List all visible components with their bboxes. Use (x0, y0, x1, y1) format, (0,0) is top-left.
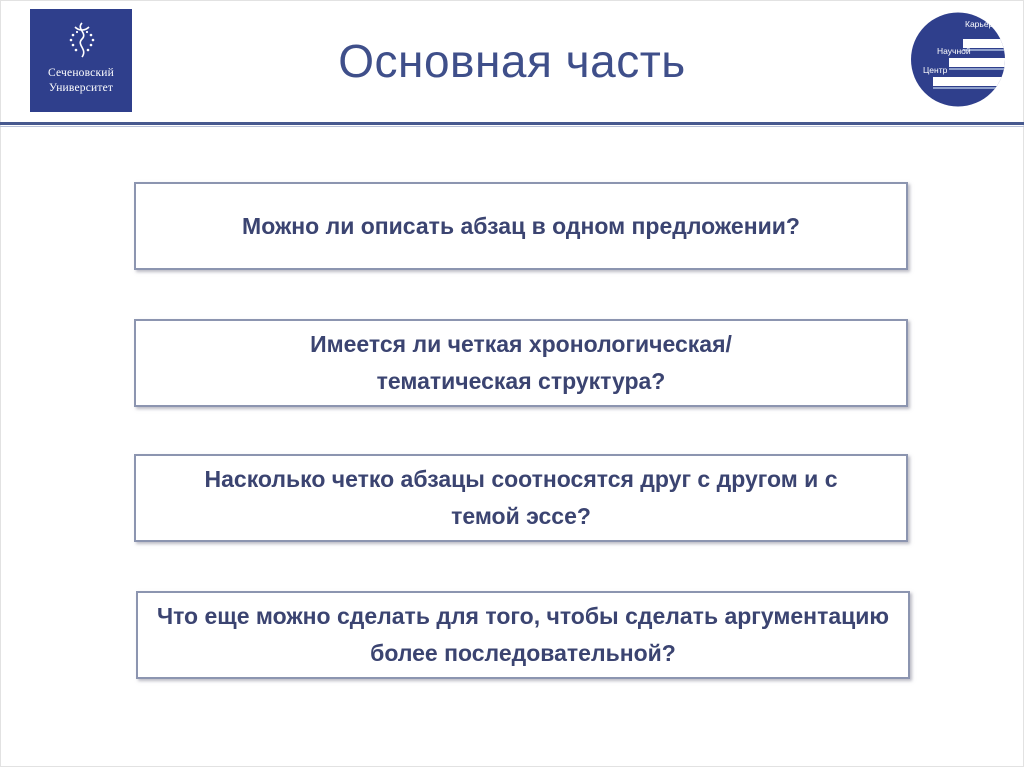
center-logo-line3: Центр (923, 65, 948, 75)
question-box-1 (134, 182, 908, 270)
question-box-4 (136, 591, 910, 679)
question-box-3 (134, 454, 908, 542)
career-center-logo (909, 11, 1007, 108)
question-text-1: Можно ли описать абзац в одном предложении? (242, 212, 800, 239)
page-title: Основная часть (338, 35, 686, 87)
question-text-3: Насколько четко абзацы соотносятся друг с другом и с темой эссе? (204, 466, 838, 529)
center-logo-line2: Научной (937, 46, 971, 56)
header-divider-shadow (0, 126, 1024, 127)
question-box-2 (134, 319, 908, 407)
university-name-line2: Университет (48, 82, 114, 94)
question-text-4: Что еще можно сделать для того, чтобы сделать аргументацию более последовательной? (156, 603, 890, 666)
header-divider (0, 122, 1024, 125)
university-name-line1: Сеченовский (48, 67, 114, 79)
question-text-2: Имеется ли четкая хронологическая/тематическая структура? (310, 331, 732, 394)
center-logo-line1: Карьеры (965, 19, 1000, 29)
